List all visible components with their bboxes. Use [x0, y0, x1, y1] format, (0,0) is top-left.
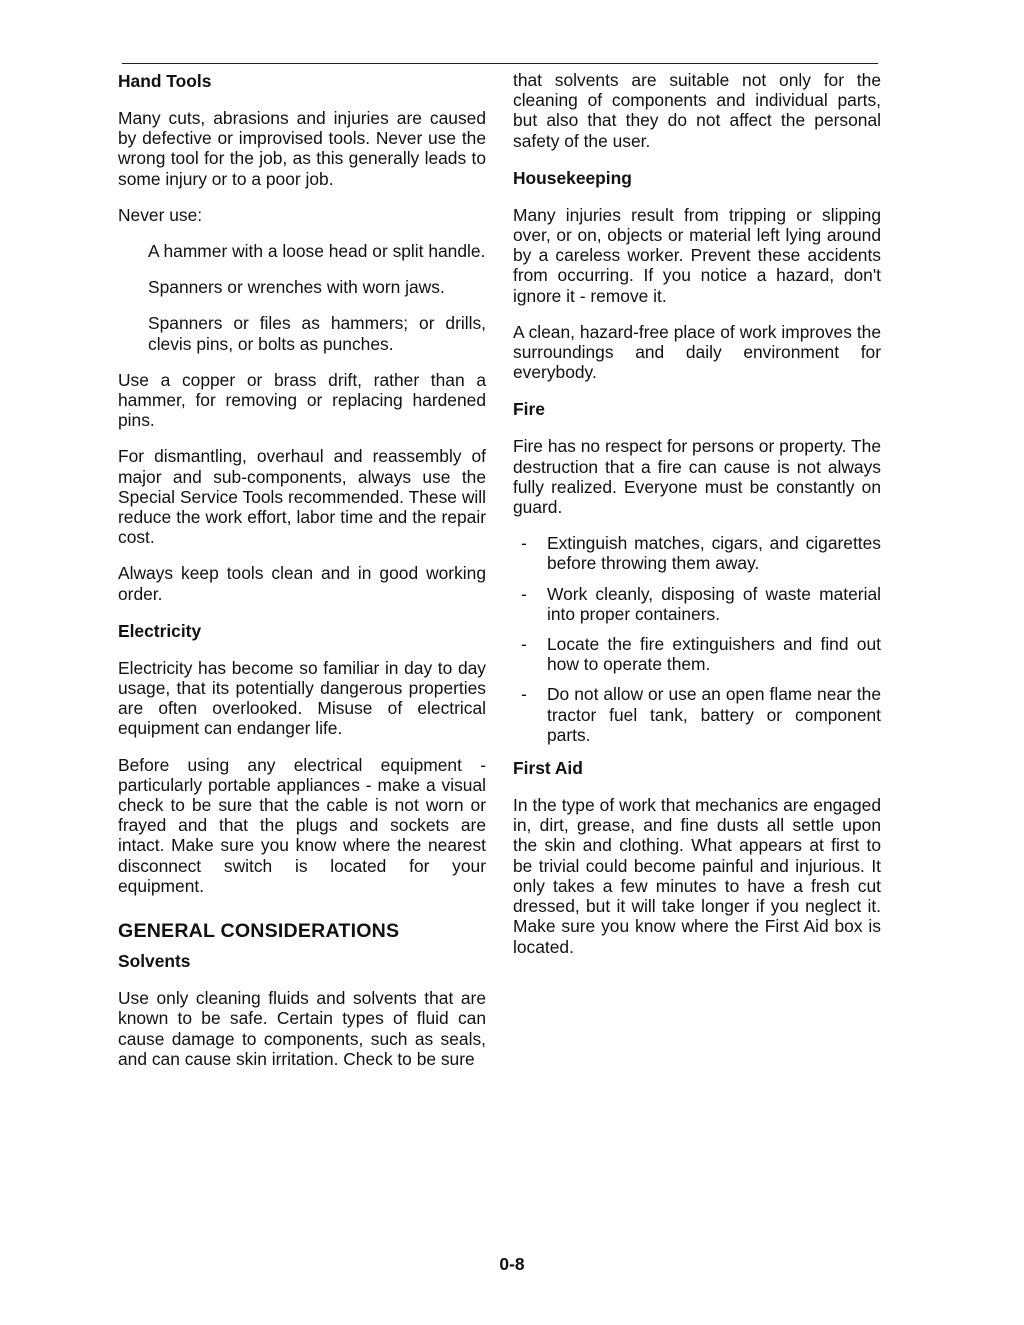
page-number: 0-8	[499, 1254, 525, 1274]
dash-marker: -	[521, 533, 527, 554]
never-use-item: A hammer with a loose head or split handle.	[148, 241, 486, 262]
list-item-text: Work cleanly, disposing of waste material into proper containers.	[547, 583, 881, 624]
never-use-label: Never use:	[118, 204, 203, 225]
hand-tools-heading: Hand Tools	[118, 71, 212, 91]
list-item	[513, 634, 881, 674]
fire-intro: Fire has no respect for persons or property. The destruction that a fire can cause is not always fully realized. Everyone must be constantly on guard.	[513, 436, 881, 518]
housekeeping-para-1: Many injuries result from tripping or slipping over, or on, objects or material left lying around by a careless worker. Prevent these accidents from occurring. If you notice a hazard, don't ignore it - remove it.	[513, 204, 881, 306]
housekeeping-heading: Housekeeping	[513, 167, 632, 188]
first-aid-text: In the type of work that mechanics are engaged in, dirt, grease, and fine dusts all settle upon the skin and clothing. What appears at first to be trivial could become painful and injurious. It only takes a few minutes to have a fresh cut dressed, but it will take longer if you neglect it. Make sure you know where the First Aid box is located.	[513, 795, 881, 957]
general-considerations-heading: GENERAL CONSIDERATIONS	[118, 920, 400, 943]
list-item	[513, 533, 881, 573]
left-column	[118, 70, 486, 1085]
electricity-para-1: Electricity has become so familiar in day to day usage, that its potentially dangerous properties are often overlooked. Misuse of electrical equipment can endanger life.	[118, 657, 486, 739]
solvents-heading: Solvents	[118, 951, 191, 972]
special-tools-note: For dismantling, overhaul and reassembly of major and sub-components, always use the Special Service Tools recommended. These will reduce the work effort, labor time and the repair cost.	[118, 446, 486, 548]
never-use-item: Spanners or wrenches with worn jaws.	[148, 277, 445, 298]
housekeeping-para-2: A clean, hazard-free place of work improves the surroundings and daily environment for everybody.	[513, 321, 881, 383]
electricity-heading: Electricity	[118, 620, 202, 641]
electricity-para-2: Before using any electrical equipment - particularly portable appliances - make a visual check to be sure that the cable is not worn or frayed and that the plugs and sockets are intact. Make sure you know where the nearest disconnect switch is located for your equipment.	[118, 754, 486, 896]
right-column	[513, 70, 881, 973]
dash-marker: -	[521, 634, 527, 655]
list-item-text: Do not allow or use an open flame near the tractor fuel tank, battery or component parts.	[547, 684, 881, 745]
solvents-text: Use only cleaning fluids and solvents that are known to be safe. Certain types of fluid can cause damage to components, such as seals, and can cause skin irritation. Check to be sure	[118, 988, 486, 1069]
dash-marker: -	[521, 684, 527, 705]
fire-heading: Fire	[513, 399, 545, 420]
list-item	[513, 584, 881, 624]
keep-clean-note: Always keep tools clean and in good working order.	[118, 563, 486, 604]
first-aid-heading: First Aid	[513, 758, 583, 779]
list-item-text: Extinguish matches, cigars, and cigarettes before throwing them away.	[547, 533, 881, 574]
list-item	[513, 684, 881, 745]
hand-tools-intro: Many cuts, abrasions and injuries are caused by defective or improvised tools. Never use the wrong tool for the job, as this generally leads to some injury or to a poor job.	[118, 108, 486, 189]
never-use-item: Spanners or files as hammers; or drills, clevis pins, or bolts as punches.	[148, 313, 486, 354]
solvents-continued: that solvents are suitable not only for the cleaning of components and individual parts, but also that they do not affect the personal safety of the user.	[513, 70, 881, 151]
header-rule	[122, 63, 878, 64]
list-item-text: Locate the fire extinguishers and find out how to operate them.	[547, 634, 881, 675]
drift-note: Use a copper or brass drift, rather than a hammer, for removing or replacing hardened pins.	[118, 369, 486, 431]
dash-marker: -	[521, 583, 527, 604]
fire-precautions-list	[513, 533, 881, 745]
